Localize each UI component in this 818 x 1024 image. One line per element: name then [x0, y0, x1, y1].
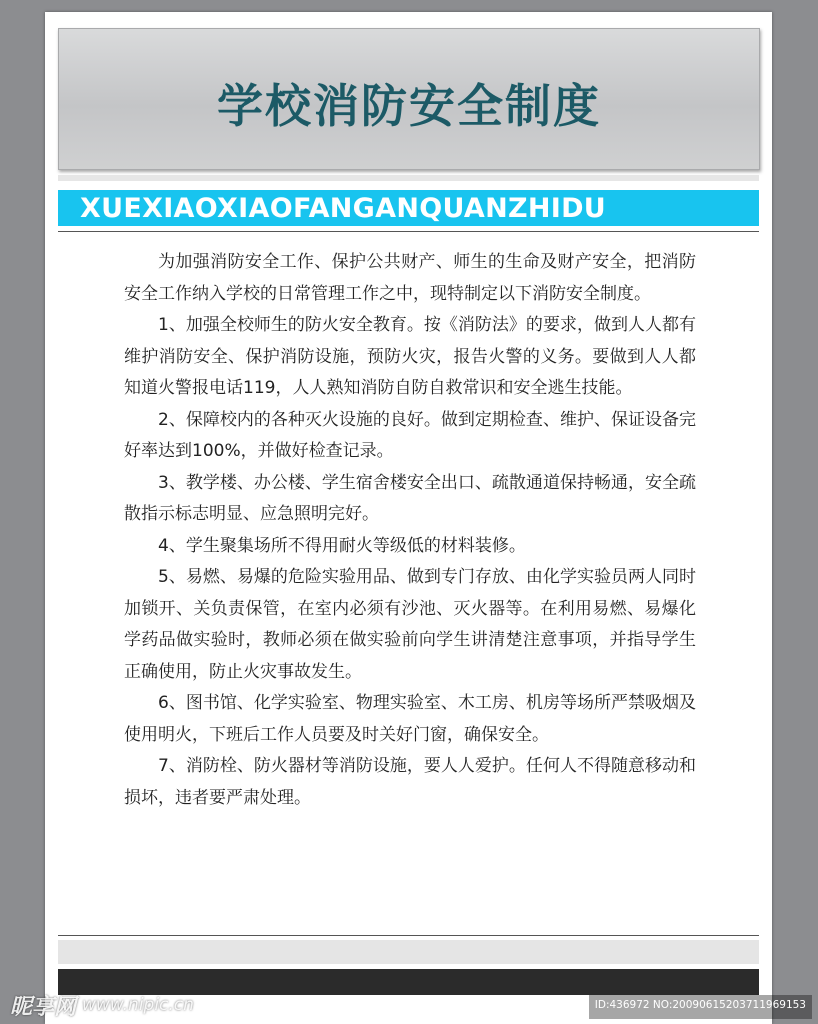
- poster-page: [45, 12, 772, 1024]
- divider-bottom: [58, 935, 759, 936]
- rule-item-2: 2、保障校内的各种灭火设施的良好。做到定期检查、维护、保证设备完好率达到100%，并做好检查记录。: [124, 409, 696, 461]
- rule-item-3: 3、教学楼、办公楼、学生宿舍楼安全出口、疏散通道保持畅通，安全疏散指示标志明显、应急照明完好。: [124, 472, 696, 524]
- rule-item-6: 6、图书馆、化学实验室、物理实验室、木工房、机房等场所严禁吸烟及使用明火，下班后工作人员要及时关好门窗，确保安全。: [124, 693, 696, 745]
- rule-item-7: 7、消防栓、防火器材等消防设施，要人人爱护。任何人不得随意移动和损坏，违者要严肃处理。: [124, 756, 696, 808]
- title-underline-strip: [58, 175, 759, 181]
- page-title: 学校消防安全制度: [217, 79, 601, 133]
- rule-item-5: 5、易燃、易爆的危险实验用品、做到专门存放、由化学实验员两人同时加锁开、关负责保管，在室内必须有沙池、灭火器等。在利用易燃、易爆化学药品做实验时，教师必须在做实验前向学生讲清楚注意事项，并指导学生正确使用，防止火灾事故发生。: [124, 567, 696, 682]
- divider-top: [58, 231, 759, 232]
- regulation-body: [124, 247, 696, 814]
- pinyin-title: XUEXIAOXIAOFANGANQUANZHIDU: [80, 192, 607, 224]
- watermark-logo: 昵享网: [10, 994, 77, 1020]
- watermark-left: [10, 990, 194, 1020]
- title-panel: [58, 28, 760, 170]
- rule-item-1: 1、加强全校师生的防火安全教育。按《消防法》的要求，做到人人都有维护消防安全、保护消防设施，预防火灾，报告火警的义务。要做到人人都知道火警报电话119，人人熟知消防自防自救常识和安全逃生技能。: [124, 315, 696, 398]
- pinyin-banner: [58, 190, 759, 226]
- watermark-id: ID:436972 NO:20090615203711969153: [589, 995, 812, 1019]
- intro-paragraph: 为加强消防安全工作、保护公共财产、师生的生命及财产安全，把消防安全工作纳入学校的日常管理工作之中，现特制定以下消防安全制度。: [124, 252, 696, 304]
- watermark-url: www.nipic.cn: [82, 995, 194, 1015]
- rule-item-4: 4、学生聚集场所不得用耐火等级低的材料装修。: [158, 535, 526, 556]
- footer-gray-band: [58, 940, 759, 964]
